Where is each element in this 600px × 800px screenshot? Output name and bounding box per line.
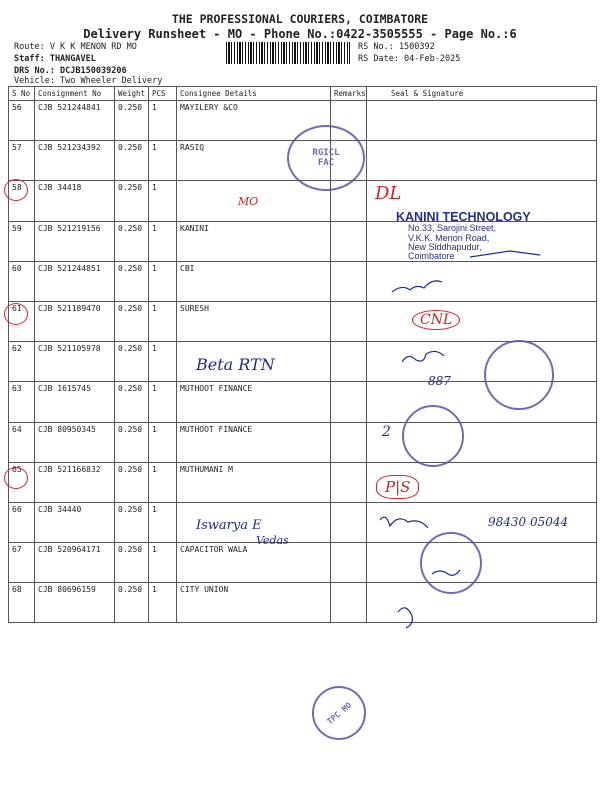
cell-weight: 0.250 xyxy=(115,422,149,462)
cell-pcs: 1 xyxy=(149,382,177,422)
cell-sno: 61 xyxy=(9,301,35,341)
cell-consignee: RASIQ xyxy=(177,141,331,181)
rs-number: RS No.: 1500392 xyxy=(358,42,435,52)
kanini-stamp-name: KANINI TECHNOLOGY xyxy=(396,210,531,224)
cell-sno: 56 xyxy=(9,101,35,141)
cell-consignment-no: CJB 80696159 xyxy=(35,583,115,623)
col-header-consignee: Consignee Details xyxy=(177,87,331,101)
cell-consignee: CBI xyxy=(177,261,331,301)
cell-sno: 62 xyxy=(9,342,35,382)
cell-consignee: MAYILERY &CO xyxy=(177,101,331,141)
handwritten-ps: P|S xyxy=(376,475,419,499)
signature-stroke xyxy=(470,251,540,257)
cell-consignee: MUTHOOT FINANCE xyxy=(177,422,331,462)
cell-weight: 0.250 xyxy=(115,221,149,261)
runsheet-subtitle: Delivery Runsheet - MO - Phone No.:0422-3505555 - Page No.:6 xyxy=(83,27,517,41)
cell-weight: 0.250 xyxy=(115,101,149,141)
cell-consignee: MUTHUMANI M xyxy=(177,462,331,502)
cell-consignee: CAPACITOR WALA xyxy=(177,543,331,583)
handwritten-betarun: Beta RTN xyxy=(196,355,275,374)
cell-weight: 0.250 xyxy=(115,583,149,623)
cell-consignment-no: CJB 521244851 xyxy=(35,261,115,301)
cell-consignment-no: CJB 521166832 xyxy=(35,462,115,502)
cell-weight: 0.250 xyxy=(115,502,149,542)
cell-pcs: 1 xyxy=(149,422,177,462)
cell-pcs: 1 xyxy=(149,583,177,623)
handwritten-phone: 98430 05044 xyxy=(488,515,569,529)
cell-consignee: KANINI xyxy=(177,221,331,261)
handwritten-mo: MO xyxy=(238,195,259,208)
cell-weight: 0.250 xyxy=(115,261,149,301)
cell-weight: 0.250 xyxy=(115,382,149,422)
signature-stroke xyxy=(392,281,442,292)
kanini-stamp-address: New Siddhapudur, xyxy=(408,242,482,252)
cell-pcs: 1 xyxy=(149,181,177,221)
cell-sno: 59 xyxy=(9,221,35,261)
handwritten-cnl: CNL xyxy=(412,310,460,330)
cell-weight: 0.250 xyxy=(115,342,149,382)
signature-stroke xyxy=(398,608,412,628)
handwritten-two: 2 xyxy=(382,424,391,440)
kanini-stamp-address: V.K.K. Menon Road, xyxy=(408,232,490,243)
cell-pcs: 1 xyxy=(149,261,177,301)
cell-sno: 68 xyxy=(9,583,35,623)
cell-consignment-no: CJB 521219156 xyxy=(35,221,115,261)
cell-sno: 63 xyxy=(9,382,35,422)
cell-pcs: 1 xyxy=(149,221,177,261)
handwritten-number: 887 xyxy=(428,374,451,388)
cell-sno: 65 xyxy=(9,462,35,502)
tpc-mo-seal: TPC MO xyxy=(301,675,377,751)
col-header-sno: S No xyxy=(9,87,35,101)
cell-sno: 57 xyxy=(9,141,35,181)
cell-pcs: 1 xyxy=(149,502,177,542)
rgicl-stamp-seal: RGICL FAC xyxy=(287,125,365,191)
cell-weight: 0.250 xyxy=(115,141,149,181)
col-header-remarks: Remarks xyxy=(331,87,367,101)
cell-consignment-no: CJB 521234392 xyxy=(35,141,115,181)
cell-sno: 64 xyxy=(9,422,35,462)
kanini-stamp-address: Coimbatore xyxy=(408,251,455,262)
cell-pcs: 1 xyxy=(149,101,177,141)
cell-consignment-no: CJB 80950345 xyxy=(35,422,115,462)
staff-label: Staff: THANGAVEL xyxy=(14,54,96,64)
handwritten-dl: DL xyxy=(375,183,402,204)
cell-consignment-no: CJB 34418 xyxy=(35,181,115,221)
signature-stroke xyxy=(432,570,460,575)
cell-pcs: 1 xyxy=(149,301,177,341)
cell-consignment-no: CJB 34440 xyxy=(35,502,115,542)
signature-stroke xyxy=(402,351,444,362)
cell-weight: 0.250 xyxy=(115,462,149,502)
handwritten-iswarya: Iswarya E xyxy=(196,518,262,533)
cell-consignment-no: CJB 521244841 xyxy=(35,101,115,141)
col-header-weight: Weight xyxy=(115,87,149,101)
cell-consignment-no: CJB 521189470 xyxy=(35,301,115,341)
col-header-seal: Seal & Signature xyxy=(367,87,597,101)
cell-consignment-no: CJB 521105978 xyxy=(35,342,115,382)
cell-pcs: 1 xyxy=(149,462,177,502)
col-header-consignment: Consignment No xyxy=(35,87,115,101)
cell-consignee: CITY UNION xyxy=(177,583,331,623)
handwritten-vedas: Vedas xyxy=(256,534,289,547)
cell-weight: 0.250 xyxy=(115,181,149,221)
cell-pcs: 1 xyxy=(149,141,177,181)
cell-sno: 67 xyxy=(9,543,35,583)
cell-pcs: 1 xyxy=(149,543,177,583)
cell-sno: 58 xyxy=(9,181,35,221)
cell-sno: 60 xyxy=(9,261,35,301)
cell-consignee: SURESH xyxy=(177,301,331,341)
cell-consignment-no: CJB 1615745 xyxy=(35,382,115,422)
cell-consignment-no: CJB 520964171 xyxy=(35,543,115,583)
drs-label: DRS No.: DCJB150039206 xyxy=(14,66,127,76)
cell-weight: 0.250 xyxy=(115,543,149,583)
vehicle-label: Vehicle: Two Wheeler Delivery xyxy=(14,76,163,86)
cell-sno: 66 xyxy=(9,502,35,542)
signature-stroke xyxy=(380,517,428,528)
company-title: THE PROFESSIONAL COURIERS, COIMBATORE xyxy=(171,12,429,26)
cell-consignee: MUTHOOT FINANCE xyxy=(177,382,331,422)
cell-weight: 0.250 xyxy=(115,301,149,341)
route-label: Route: V K K MENON RD MO xyxy=(14,42,137,52)
kanini-stamp-address: No.33, Sarojini Street, xyxy=(408,223,497,234)
cell-pcs: 1 xyxy=(149,342,177,382)
col-header-pcs: PCS xyxy=(149,87,177,101)
rs-date: RS Date: 04-Feb-2025 xyxy=(358,54,461,64)
